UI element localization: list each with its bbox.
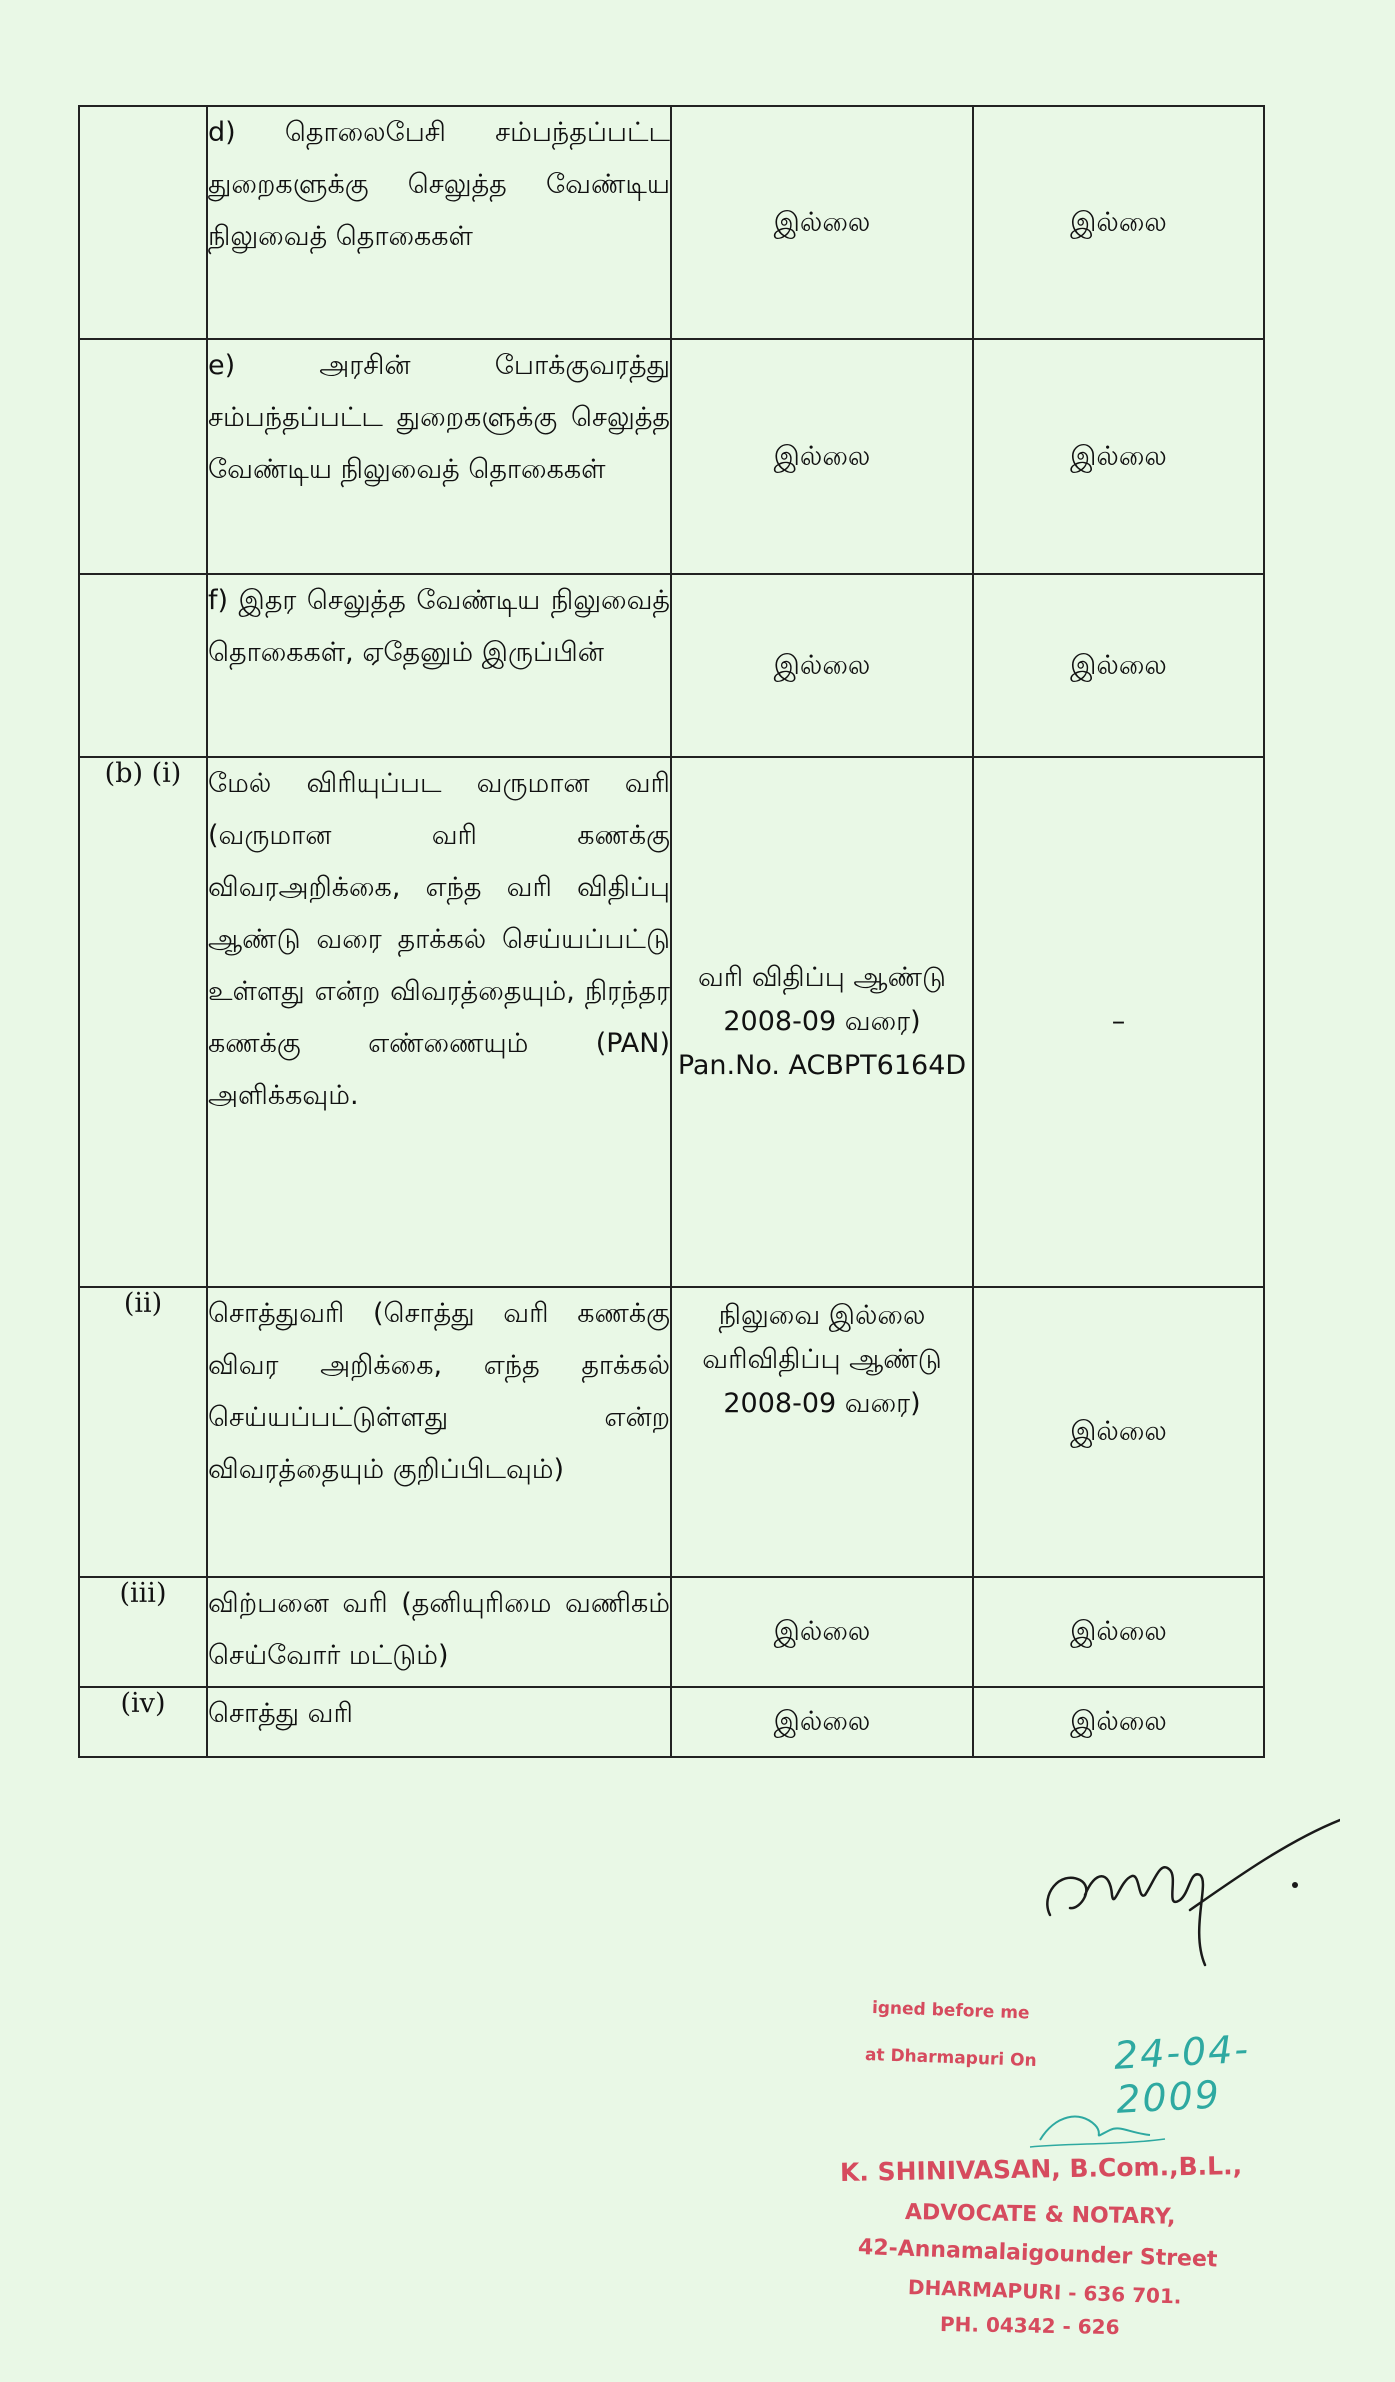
row-number: (ii) [79, 1287, 207, 1577]
stamp-address: 42-Annamalaigounder Street [857, 2235, 1218, 2273]
row-value-self: இல்லை [671, 1577, 973, 1687]
table-row [79, 757, 1264, 1287]
row-number [79, 574, 207, 757]
row-description: மேல் விரியுப்பட வருமான வரி (வருமான வரி கணக்கு விவரஅறிக்கை, எந்த வரி விதிப்பு ஆண்டு வரை தாக்கல் செய்யப்பட்டு உள்ளது என்ற விவரத்தையும், நிரந்தர கணக்கு எண்ணையும் (PAN) அளிக்கவும். [207, 757, 671, 1287]
row-description: d) தொலைபேசி சம்பந்தப்பட்ட துறைகளுக்கு செலுத்த வேண்டிய நிலுவைத் தொகைகள் [207, 106, 671, 339]
row-description: e) அரசின் போக்குவரத்து சம்பந்தப்பட்ட துறைகளுக்கு செலுத்த வேண்டிய நிலுவைத் தொகைகள் [207, 339, 671, 574]
row-number: (iii) [79, 1577, 207, 1687]
stamp-city: DHARMAPURI - 636 701. [907, 2275, 1182, 2309]
row-description: விற்பனை வரி (தனியுரிமை வணிகம் செய்வோர் மட்டும்) [207, 1577, 671, 1687]
stamp-place: at Dharmapuri On [864, 2045, 1037, 2071]
affidavit-table-container [78, 105, 1263, 1758]
table-row [79, 1577, 1264, 1687]
notary-signature-image [1020, 2095, 1170, 2155]
table-row [79, 106, 1264, 339]
stamp-notary-name: K. SHINIVASAN, B.Com.,B.L., [839, 2150, 1243, 2187]
row-value-self: வரி விதிப்பு ஆண்டு 2008-09 வரை) Pan.No. ACBPT6164D [671, 757, 973, 1287]
row-number [79, 339, 207, 574]
table-row [79, 1687, 1264, 1757]
row-description: சொத்துவரி (சொத்து வரி கணக்கு விவர அறிக்கை, எந்த தாக்கல் செய்யப்பட்டுள்ளது என்ற விவரத்தையும் குறிப்பிடவும்) [207, 1287, 671, 1577]
row-value-spouse: இல்லை [973, 106, 1264, 339]
stamp-phone: PH. 04342 - 626 [939, 2312, 1120, 2340]
table-row [79, 1287, 1264, 1577]
row-description: சொத்து வரி [207, 1687, 671, 1757]
row-value-spouse: இல்லை [973, 1687, 1264, 1757]
stamp-notary-title: ADVOCATE & NOTARY, [904, 2200, 1176, 2230]
row-value-spouse: இல்லை [973, 1287, 1264, 1577]
table-row [79, 339, 1264, 574]
row-value-self: இல்லை [671, 1687, 973, 1757]
row-value-spouse: இல்லை [973, 574, 1264, 757]
row-value-self: நிலுவை இல்லை வரிவிதிப்பு ஆண்டு 2008-09 வரை) [671, 1287, 973, 1577]
table-row [79, 574, 1264, 757]
stamp-date: 24-04-2009 [1112, 2026, 1252, 2122]
row-number: (b) (i) [79, 757, 207, 1287]
row-value-self: இல்லை [671, 574, 973, 757]
row-value-self: இல்லை [671, 106, 973, 339]
stamp-signed-before: igned before me [871, 1998, 1030, 2024]
row-number [79, 106, 207, 339]
affidavit-table [78, 105, 1265, 1758]
row-value-self: இல்லை [671, 339, 973, 574]
row-value-spouse: இல்லை [973, 1577, 1264, 1687]
row-value-spouse: இல்லை [973, 339, 1264, 574]
row-number: (iv) [79, 1687, 207, 1757]
notary-stamp [820, 1990, 1340, 2360]
row-description: f) இதர செலுத்த வேண்டிய நிலுவைத் தொகைகள், ஏதேனும் இருப்பின் [207, 574, 671, 757]
row-value-spouse: – [973, 757, 1264, 1287]
signature-image [1040, 1800, 1340, 1970]
